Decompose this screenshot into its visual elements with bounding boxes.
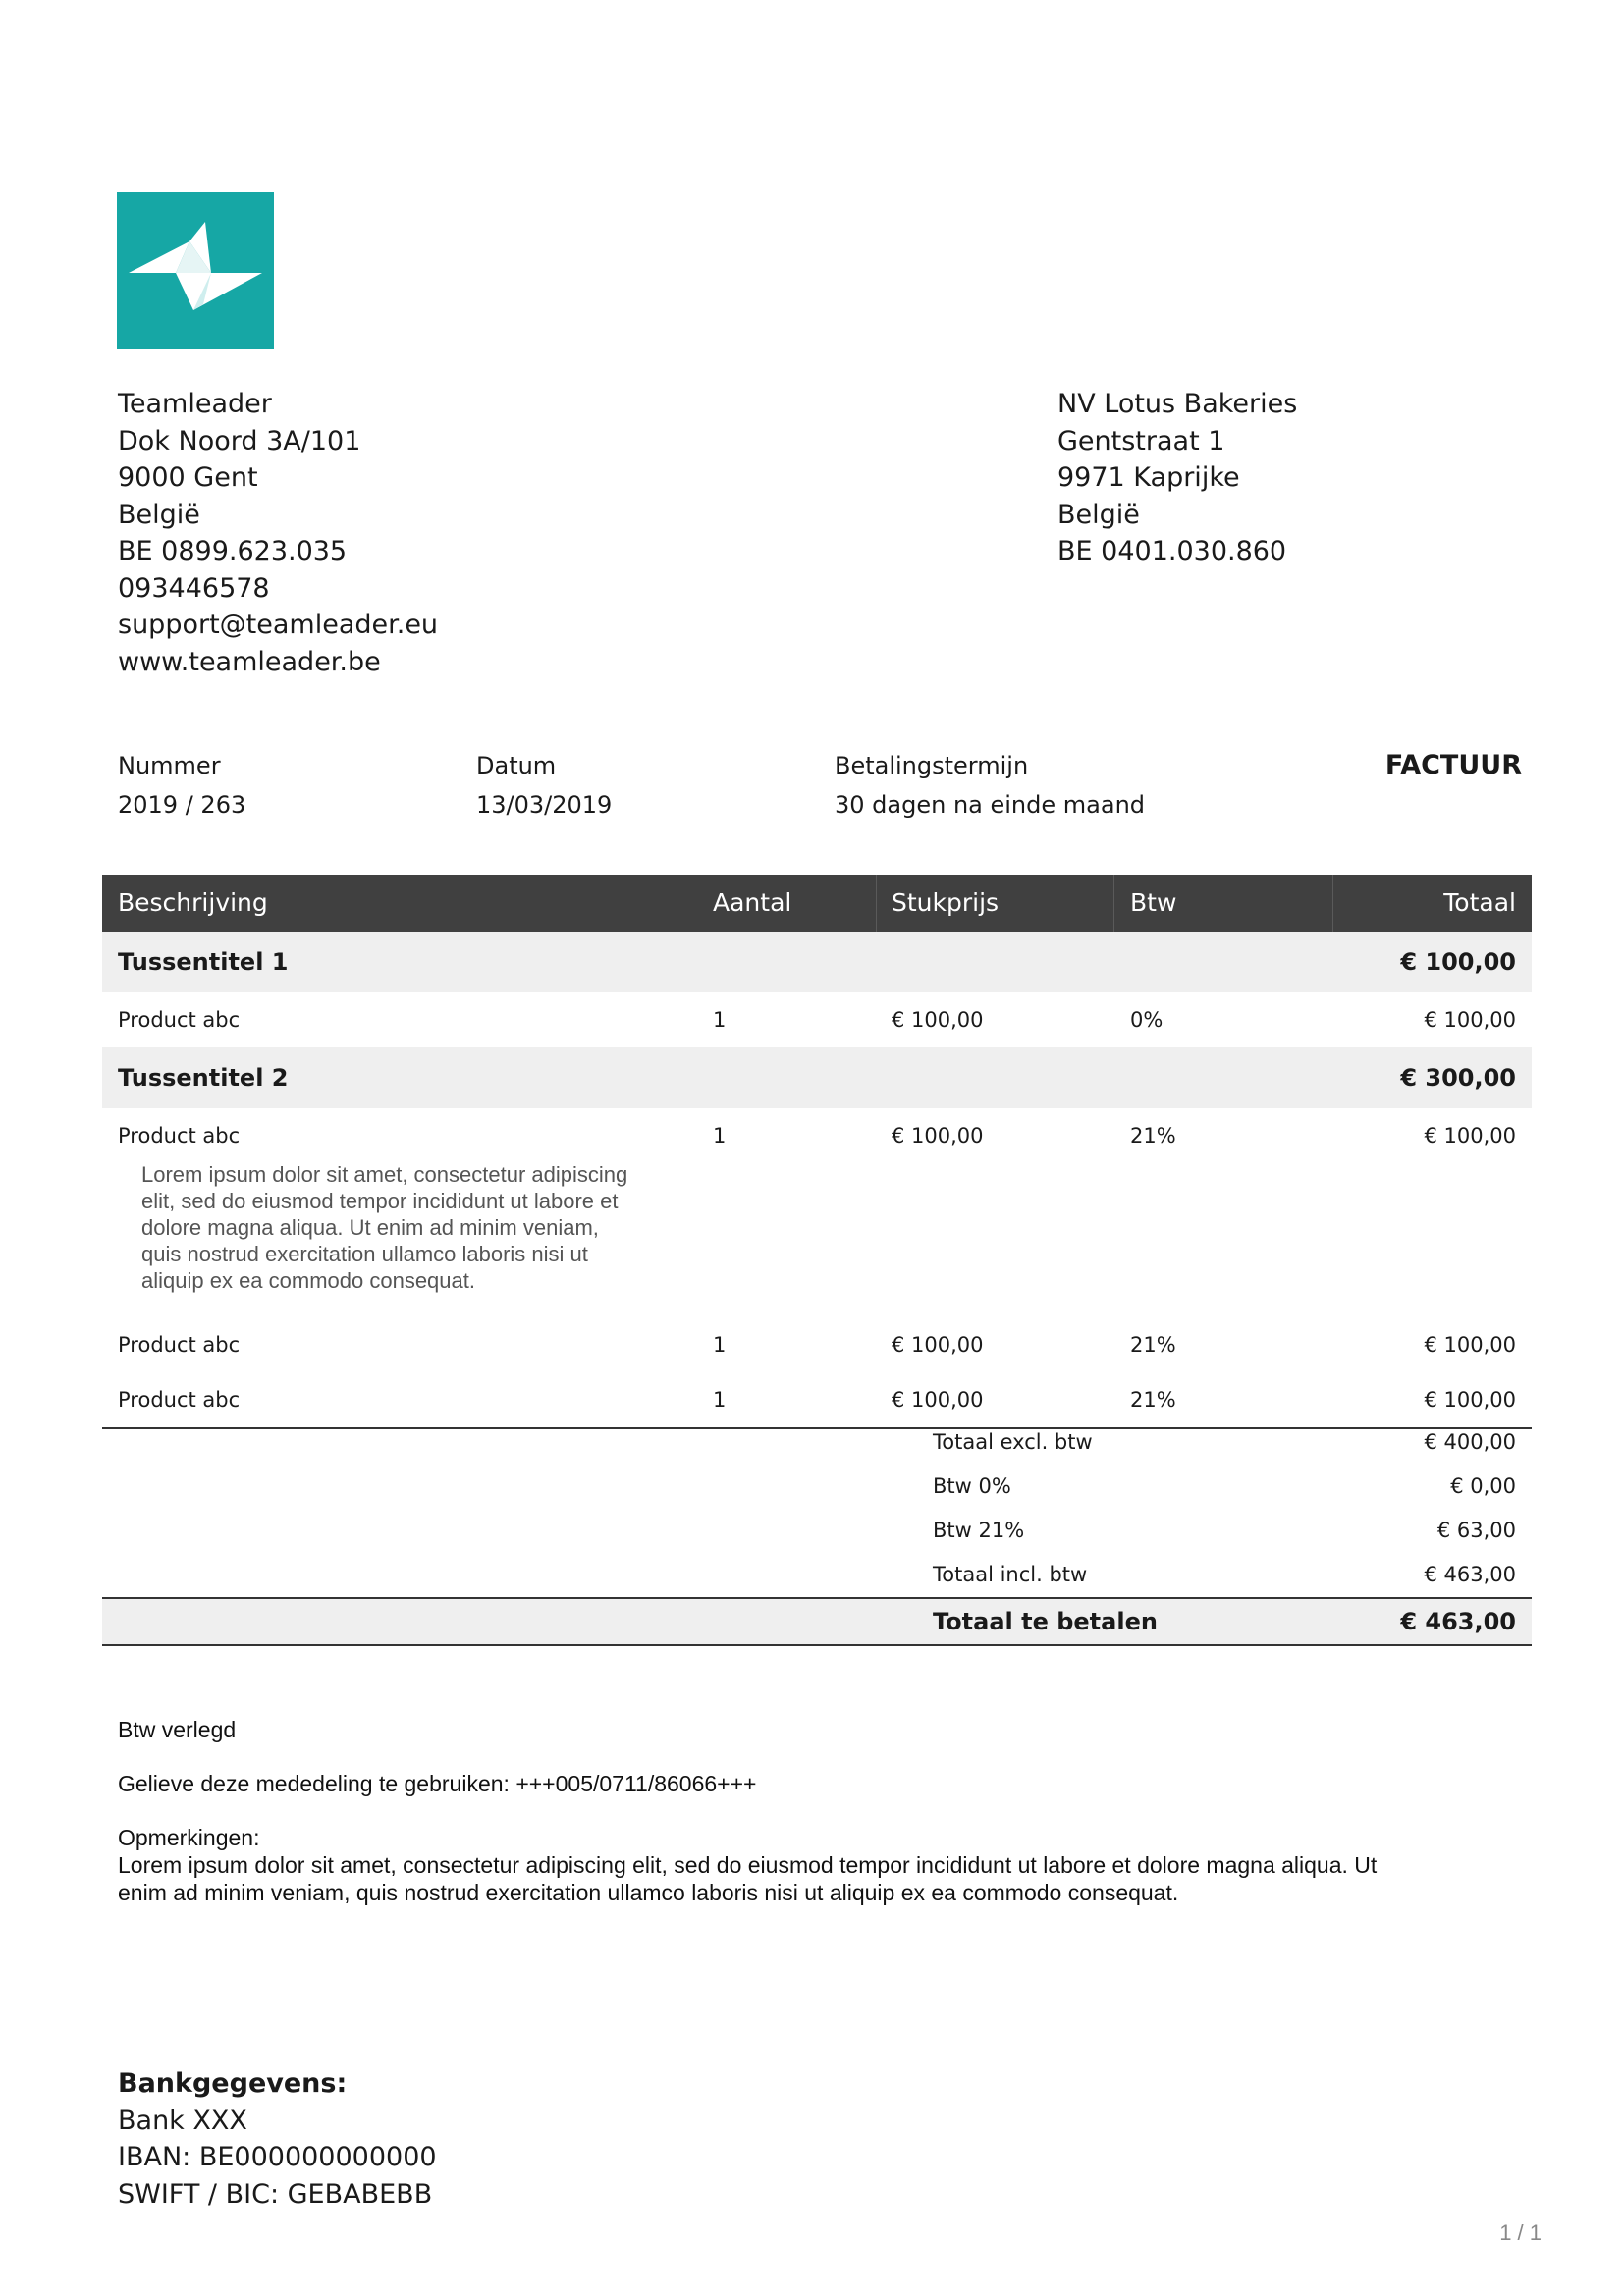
payment-terms-label: Betalingstermijn [835,752,1029,779]
totals-label: Btw 21% [933,1519,1025,1542]
line-description: Product abc [118,1008,241,1032]
sender-vat: BE 0899.623.035 [118,536,348,566]
subtitle-row [102,932,1532,992]
line-qty: 1 [713,1388,727,1412]
company-logo [117,192,274,349]
header-separator [876,875,877,932]
subtitle-total: € 300,00 [1400,1064,1516,1092]
page-number: 1 / 1 [1499,2220,1542,2245]
table-row [102,1108,1532,1317]
recipient-city: 9971 Kaprijke [1057,462,1240,493]
header-unit-price: Stukprijs [892,888,1000,917]
line-note-text: quis nostrud exercitation ullamco laboris nisi ut [141,1242,588,1266]
totals-label: Totaal incl. btw [933,1563,1088,1586]
line-total: € 100,00 [1424,1333,1516,1357]
subtitle-label: Tussentitel 1 [118,948,289,976]
totals-label: Btw 0% [933,1474,1011,1498]
totals-value: € 400,00 [1424,1430,1516,1454]
line-note-text: Lorem ipsum dolor sit amet, consectetur adipiscing [141,1162,628,1187]
totals-label: Totaal excl. btw [933,1430,1093,1454]
bank-swift: SWIFT / BIC: GEBABEBB [118,2178,433,2210]
paper-plane-icon [117,192,274,349]
line-total: € 100,00 [1424,1124,1516,1148]
totals-row [102,1553,1532,1597]
sender-country: België [118,499,200,530]
sender-city: 9000 Gent [118,462,258,493]
invoice-date: 13/03/2019 [476,791,613,819]
subtitle-total: € 100,00 [1400,948,1516,976]
line-unit-price: € 100,00 [892,1333,984,1357]
line-total: € 100,00 [1424,1388,1516,1412]
bank-iban: IBAN: BE000000000000 [118,2142,437,2172]
invoice-number-block [118,752,245,819]
remarks [118,1824,1377,1906]
line-qty: 1 [713,1333,727,1357]
invoice-date-label: Datum [476,752,557,779]
sender-street: Dok Noord 3A/101 [118,425,361,456]
document-type: FACTUUR [1384,750,1522,780]
line-description: Product abc [118,1124,241,1148]
grand-total-row [102,1597,1532,1646]
totals-row [102,1509,1532,1553]
invoice-number-label: Nummer [118,752,221,779]
header-description: Beschrijving [118,888,268,917]
line-unit-price: € 100,00 [892,1008,984,1032]
line-description: Product abc [118,1333,241,1357]
invoice-date-block [476,752,612,819]
line-note-text: elit, sed do eiusmod tempor incididunt ut labore et [141,1189,619,1213]
payment-reference: Gelieve deze mededeling te gebruiken: +++005/0711/86066+++ [118,1771,757,1796]
totals-row [102,1420,1532,1465]
totals-value: € 63,00 [1436,1519,1516,1542]
remarks-text: Lorem ipsum dolor sit amet, consectetur adipiscing elit, sed do eiusmod tempor incididunt ut labore et dolore magna aliqua. Ut [118,1852,1378,1878]
line-unit-price: € 100,00 [892,1124,984,1148]
sender-email: support@teamleader.eu [118,610,439,640]
line-qty: 1 [713,1124,727,1148]
line-description: Product abc [118,1388,241,1412]
line-note-text: dolore magna aliqua. Ut enim ad minim veniam, [141,1215,599,1240]
recipient-name: NV Lotus Bakeries [1057,389,1298,419]
header-qty: Aantal [713,888,792,917]
grand-total-label: Totaal te betalen [933,1608,1158,1635]
totals-row [102,1465,1532,1509]
header-separator [1113,875,1114,932]
line-vat: 21% [1130,1333,1176,1357]
payment-terms-block [835,752,1145,819]
subtitle-label: Tussentitel 2 [118,1064,289,1092]
grand-total-value: € 463,00 [1400,1608,1516,1635]
table-row [102,992,1532,1047]
sender-phone: 093446578 [118,572,270,604]
sender-website: www.teamleader.be [118,646,381,677]
remarks-label: Opmerkingen: [118,1825,260,1850]
line-note-text: aliquip ex ea commodo consequat. [141,1268,475,1293]
line-vat: 21% [1130,1388,1176,1412]
totals-block [102,1420,1532,1646]
bank-name: Bank XXX [118,2105,247,2136]
header-total: Totaal [1443,888,1516,917]
header-separator [1332,875,1333,932]
table-row [102,1317,1532,1372]
totals-value: € 463,00 [1424,1563,1516,1586]
line-qty: 1 [713,1008,727,1032]
sender-name: Teamleader [118,389,272,419]
line-vat: 21% [1130,1124,1176,1148]
bank-title: Bankgegevens: [118,2068,348,2099]
recipient-street: Gentstraat 1 [1057,425,1225,456]
sender-address [118,386,438,680]
line-unit-price: € 100,00 [892,1388,984,1412]
payment-terms: 30 dagen na einde maand [835,791,1146,819]
bank-details [118,2065,437,2213]
subtitle-row [102,1047,1532,1108]
table-header [102,875,1532,932]
remarks-text: enim ad minim veniam, quis nostrud exercitation ullamco laboris nisi ut aliquip ex ea commodo consequat. [118,1880,1179,1905]
invoice-number: 2019 / 263 [118,791,246,819]
line-total: € 100,00 [1424,1008,1516,1032]
invoice-items-table [102,875,1532,1429]
line-note [141,1161,627,1294]
vat-reverse-note: Btw verlegd [118,1717,237,1742]
header-vat: Btw [1130,888,1177,917]
recipient-address [1057,386,1297,570]
totals-value: € 0,00 [1450,1474,1516,1498]
line-vat: 0% [1130,1008,1164,1032]
recipient-country: België [1057,499,1140,530]
recipient-vat: BE 0401.030.860 [1057,536,1287,566]
